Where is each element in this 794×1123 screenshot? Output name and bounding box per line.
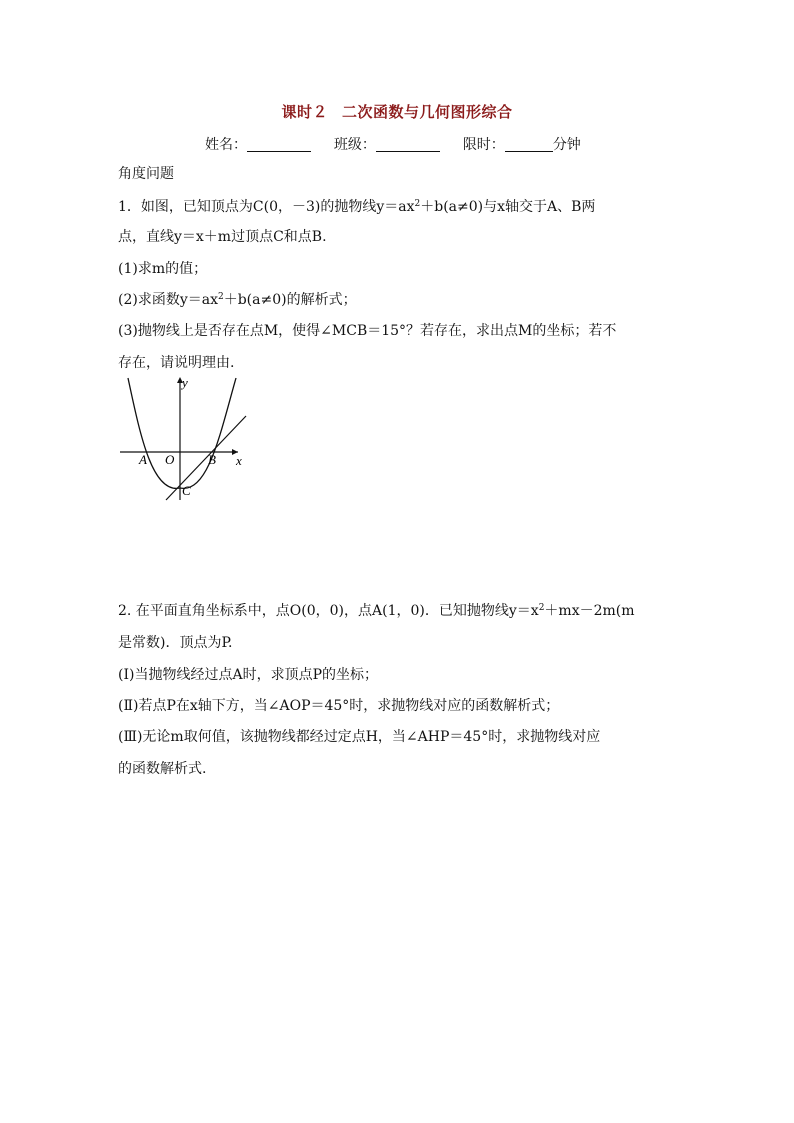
q1-line1-exponent: 2 <box>414 199 421 209</box>
q2-line1 <box>118 602 635 620</box>
q2-part2: (Ⅱ)若点P在x轴下方，当∠AOP＝45°时，求抛物线对应的函数解析式； <box>118 698 560 714</box>
q1-part3-line2: 存在，请说明理由. <box>118 355 235 371</box>
name-blank[interactable] <box>247 137 311 152</box>
q1-part2-exponent: 2 <box>217 292 224 302</box>
point-c-label: C <box>182 483 191 498</box>
parabola-graph <box>112 372 262 507</box>
x-axis-label: x <box>236 453 242 468</box>
q1-line2: 点，直线y＝x＋m过顶点C和点B. <box>118 229 327 245</box>
q1-part2 <box>118 291 357 309</box>
lesson-name: 二次函数与几何图形综合 <box>342 103 513 121</box>
q2-part3-line1: (Ⅲ)无论m取何值，该抛物线都经过定点H，当∠AHP＝45°时，求抛物线对应 <box>118 729 601 745</box>
page-title <box>0 101 794 122</box>
y-axis-label: y <box>182 375 188 390</box>
parabola-curve <box>128 378 236 488</box>
q1-line1 <box>118 198 595 216</box>
q2-line2: 是常数)．顶点为P. <box>118 635 233 651</box>
q2-part1: (Ⅰ)当抛物线经过点A时，求顶点P的坐标； <box>118 667 378 683</box>
time-label: 限时： <box>462 137 505 153</box>
class-label: 班级： <box>333 137 376 153</box>
class-blank[interactable] <box>376 137 440 152</box>
q1-line1-text-end: ＋b(a≠0)与x轴交于A、B两 <box>420 199 596 215</box>
q1-line1-text: 1．如图，已知顶点为C(0，－3)的抛物线y＝ax <box>118 199 415 215</box>
parabola-figure <box>112 372 262 511</box>
point-b-label: B <box>208 452 216 467</box>
q2-line1-text-end: ＋mx－2m(m <box>544 603 635 619</box>
q2-part3-line2: 的函数解析式. <box>118 761 207 777</box>
q1-part2-text-end: ＋b(a≠0)的解析式； <box>223 292 357 308</box>
name-label: 姓名： <box>205 137 247 153</box>
q2-line1-exponent: 2 <box>538 603 545 613</box>
student-info-row <box>205 134 581 154</box>
q2-line1-text: 2. 在平面直角坐标系中，点O(0，0)，点A(1，0)．已知抛物线y＝x <box>118 603 539 619</box>
point-a-label: A <box>139 452 147 467</box>
q1-part1: (1)求m的值； <box>118 261 208 277</box>
q1-part2-text: (2)求函数y＝ax <box>118 292 218 308</box>
line-cb <box>166 416 246 500</box>
q1-part3-line1: (3)抛物线上是否存在点M，使得∠MCB＝15°？若存在，求出点M的坐标；若不 <box>118 323 617 339</box>
section-heading: 角度问题 <box>118 166 174 182</box>
origin-label: O <box>165 452 175 467</box>
time-blank[interactable] <box>505 137 553 152</box>
time-unit: 分钟 <box>552 137 581 153</box>
lesson-number: 课时２ <box>281 103 328 121</box>
